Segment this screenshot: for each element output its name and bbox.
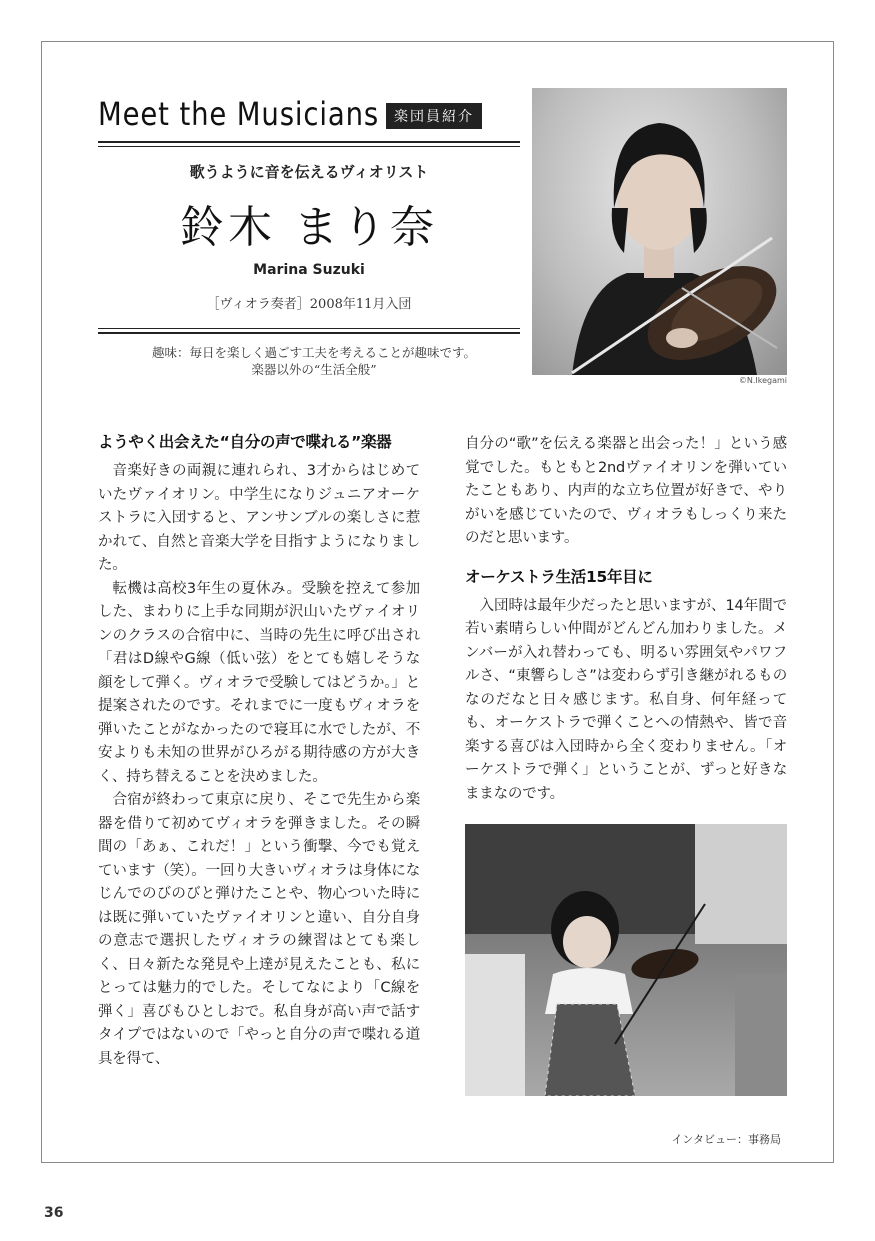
musician-name-english: Marina Suzuki xyxy=(253,262,365,278)
profile-subtitle: 歌うように音を伝えるヴィオリスト xyxy=(189,163,429,181)
interviewer-credit: インタビュー：事務局 xyxy=(671,1133,781,1146)
portrait-photo xyxy=(532,88,787,375)
portrait-illustration xyxy=(532,88,787,375)
section2-heading: オーケストラ生活15年目に xyxy=(465,567,653,586)
musician-role: ［ヴィオラ奏者］2008年11月入団 xyxy=(206,297,412,312)
section1-heading: ようやく出会えた“自分の声で喋れる”楽器 xyxy=(98,433,392,451)
section1-paragraph-1: 音楽好きの両親に連れられ、3才からはじめていたヴァイオリン。中学生になりジュニアオーケストラに入団すると、アンサンブルの楽しさに惹かれて、自然と音楽大学を目指すようになりました。 xyxy=(98,463,420,573)
section2-paragraph-1: 入団時は最年少だったと思いますが、14年間で若い素晴らしい仲間がどんどん加わりました。メンバーが入れ替わっても、明るい雰囲気やパワフルさ、“東響らしさ”は変わらず引き継がれるものなのだなと日々感じます。私自身、何年経っても、オーケストラで弾くことへの情熱や、皆で音楽する喜びは入団時から全く変わりません。「オーケストラで弾く」ということが、ずっと好きなままなのです。 xyxy=(465,597,787,802)
section1-paragraph-3: 合宿が終わって東京に戻り、そこで先生から楽器を借りて初めてヴィオラを弾きました。その瞬間の「あぁ、これだ！」という衝撃、今でも覚えています（笑）。一回り大きいヴィオラは身体になじんでのびのびと弾けたことや、物心ついた時には既に弾いていたヴァイオリンと違い、自分自身の意志で選択したヴィオラの練習はとても楽しく、日々新たな発見や上達が見えたことも、私にとっては魅力的でした。そしてなにより「C線を弾く」喜びもひとしおで。私自身が高い声で話すタイプではないので「やっと自分の声で喋れる道具を得て、 xyxy=(98,792,420,1067)
section1-paragraph-4: 自分の“歌”を伝える楽器と出会った！」という感覚でした。もともと2ndヴァイオリンを弾いていたこともあり、内声的な立ち位置が好きで、やりがいを感じていたので、ヴィオラもしっくり来たのだと思います。 xyxy=(465,436,787,546)
section-badge: 楽団員紹介 xyxy=(386,103,482,129)
title-row xyxy=(98,92,425,136)
photo-credit: ©N.Ikegami xyxy=(738,376,787,385)
childhood-illustration xyxy=(465,824,787,1096)
hobby-line-1: 趣味：毎日を楽しく過ごす工夫を考えることが趣味です。 xyxy=(151,345,476,360)
musician-name-japanese: 鈴木 まり奈 xyxy=(180,202,438,253)
childhood-photo xyxy=(465,824,787,1096)
section1-paragraph-2: 転機は高校3年生の夏休み。受験を控えて参加した、まわりに上手な同期が沢山いたヴァイオリンのクラスの合宿中に、当時の先生に呼び出され「君はD線やG線（低い弦）をとても嬉しそうな顔をして弾く。ヴィオラで受験してはどうか。」と提案されたのです。それまでに一度もヴィオラを弾いたことがなかったので寝耳に水でしたが、不安よりも未知の世界がひろがる期待感の方が大きく、持ち替えることを決めました。 xyxy=(98,580,420,785)
page-title: Meet the Musicians xyxy=(98,95,380,133)
page-number: 36 xyxy=(44,1205,64,1221)
article-column-left xyxy=(98,430,420,1071)
hobby-line-2: 楽器以外の“生活全般” xyxy=(251,362,377,377)
divider-bottom-thin xyxy=(98,328,520,329)
hobby-text xyxy=(98,344,530,378)
divider-top xyxy=(98,141,520,143)
divider-top-thin xyxy=(98,146,520,147)
divider-bottom xyxy=(98,332,520,334)
article-column-right xyxy=(465,433,787,806)
